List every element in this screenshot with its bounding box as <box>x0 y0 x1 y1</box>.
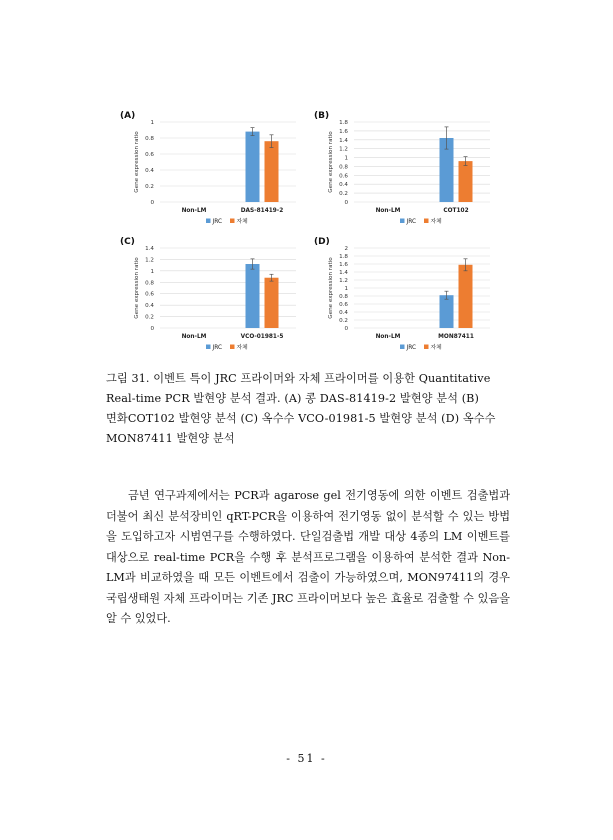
y-tick-label: 1.2 <box>339 278 348 284</box>
legend-swatch <box>230 345 235 350</box>
y-axis-label: Gene expression ratio <box>134 131 140 193</box>
bar-own <box>459 161 473 202</box>
panel-label: (C) <box>120 237 135 247</box>
bar-chart-c <box>118 232 303 356</box>
y-tick-label: 0.2 <box>339 191 348 198</box>
caption-line: Real-time PCR 발현양 분석 결과. (A) 콩 DAS-81419-2 발현양 분석 (B) <box>106 392 479 405</box>
y-tick-label: 1.6 <box>339 262 348 268</box>
y-axis-label: Gene expression ratio <box>134 257 140 319</box>
y-tick-label: 0.4 <box>339 182 348 189</box>
x-tick-label: Non-LM <box>375 208 401 214</box>
x-tick-label: COT102 <box>443 208 469 214</box>
y-tick-label: 0 <box>344 326 348 332</box>
y-tick-label: 0.8 <box>339 164 348 171</box>
y-tick-label: 0 <box>150 326 154 332</box>
y-tick-label: 0.6 <box>339 173 348 180</box>
y-tick-label: 1.4 <box>339 137 348 144</box>
y-tick-label: 0 <box>344 200 348 206</box>
legend-label: JRC <box>406 345 416 351</box>
figure-caption <box>106 369 510 449</box>
legend-swatch <box>400 345 405 350</box>
y-tick-label: 2 <box>344 246 348 252</box>
bar-own <box>265 278 279 328</box>
page-number: - 51 - <box>286 752 327 765</box>
y-tick-label: 0.2 <box>145 314 154 321</box>
y-axis-label: Gene expression ratio <box>328 257 334 319</box>
y-tick-label: 0.4 <box>145 168 154 174</box>
y-tick-label: 0.4 <box>145 303 154 310</box>
body-paragraph: 금년 연구과제에서는 PCR과 agarose gel 전기영동에 의한 이벤트 검출법과 더불어 최신 분석장비인 qRT-PCR을 이용하여 전기영동 없이 분석할 수 있는 방법을 도입하고자 시범연구를 수행하였다. 단일검출법 개발 대상 4종의 LM 이벤트를 대상으로 real-time PCR을 수행 후 분석프로그램을 이용하여 분석한 결과 Non-LM과 비교하였을 때 모든 이벤트에서 검출이 가능하였으며, MON97411의 경우 국립생태원 자체 프라이머는 기존 JRC 프라이머보다 높은 효율로 검출할 수 있음을 알 수 있었다. <box>106 489 510 625</box>
x-tick-label: VCO-01981-5 <box>240 334 284 340</box>
legend-label: JRC <box>212 345 222 351</box>
legend-label: 자체 <box>430 219 442 225</box>
y-tick-label: 0.6 <box>339 302 348 308</box>
y-tick-label: 1.8 <box>339 120 348 126</box>
y-tick-label: 1 <box>344 286 348 292</box>
chart-panel-b <box>312 106 497 230</box>
legend-swatch <box>206 345 211 350</box>
y-tick-label: 0.4 <box>339 310 348 316</box>
legend-swatch <box>400 219 405 224</box>
y-tick-label: 0.8 <box>339 294 348 300</box>
x-tick-label: DAS-81419-2 <box>240 208 284 214</box>
caption-line: 그림 31. 이벤트 특이 JRC 프라이머와 자체 프라이머를 이용한 Quantitative <box>106 372 491 385</box>
bar-own <box>459 265 473 328</box>
bar-chart-d <box>312 232 497 356</box>
caption-line: MON87411 발현양 분석 <box>106 432 235 445</box>
legend-label: 자체 <box>236 345 248 351</box>
y-tick-label: 1 <box>344 155 348 162</box>
y-tick-label: 1.4 <box>145 246 154 252</box>
x-tick-label: Non-LM <box>181 208 207 214</box>
bar-chart-b <box>312 106 497 230</box>
legend-swatch <box>230 219 235 224</box>
chart-panel-a <box>118 106 303 230</box>
panel-label: (D) <box>314 237 330 247</box>
bar-jrc <box>246 264 260 328</box>
y-tick-label: 1.6 <box>339 128 348 135</box>
panel-label: (B) <box>314 111 330 121</box>
y-tick-label: 0.8 <box>145 136 154 142</box>
y-tick-label: 1.4 <box>339 270 348 276</box>
bar-jrc <box>440 295 454 328</box>
y-tick-label: 0.2 <box>339 318 348 324</box>
y-tick-label: 0.6 <box>145 152 154 158</box>
x-tick-label: Non-LM <box>375 334 401 340</box>
legend-label: JRC <box>406 219 416 225</box>
y-tick-label: 1.8 <box>339 254 348 260</box>
caption-line: 면화COT102 발현양 분석 (C) 옥수수 VCO-01981-5 발현양 분석 (D) 옥수수 <box>106 412 496 425</box>
chart-panel-c <box>118 232 303 356</box>
bar-own <box>265 141 279 202</box>
y-tick-label: 0.2 <box>145 184 154 190</box>
legend-swatch <box>424 345 429 350</box>
y-tick-label: 1.2 <box>145 257 154 264</box>
y-tick-label: 0.8 <box>145 280 154 287</box>
legend-swatch <box>424 219 429 224</box>
legend-label: 자체 <box>430 345 442 351</box>
y-tick-label: 1 <box>150 120 154 126</box>
y-tick-label: 0.6 <box>145 291 154 298</box>
legend-label: 자체 <box>236 219 248 225</box>
x-tick-label: Non-LM <box>181 334 207 340</box>
y-tick-label: 1.2 <box>339 146 348 153</box>
y-axis-label: Gene expression ratio <box>328 131 334 193</box>
y-tick-label: 0 <box>150 200 154 206</box>
bar-jrc <box>246 132 260 202</box>
x-tick-label: MON87411 <box>438 334 474 340</box>
legend-label: JRC <box>212 219 222 225</box>
y-tick-label: 1 <box>150 268 154 275</box>
legend-swatch <box>206 219 211 224</box>
bar-chart-a <box>118 106 303 230</box>
chart-panel-d <box>312 232 497 356</box>
panel-label: (A) <box>120 111 136 121</box>
